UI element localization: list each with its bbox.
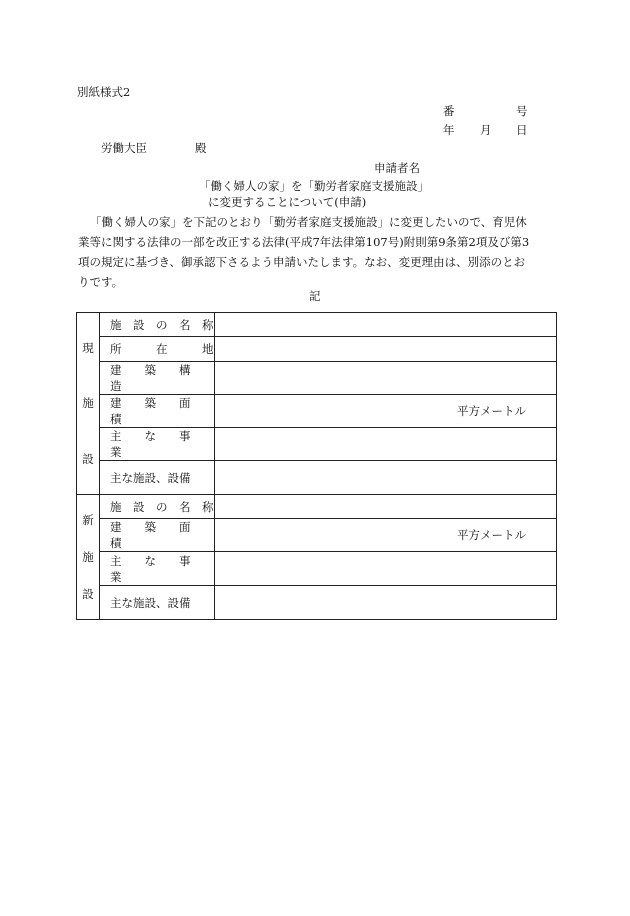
group-char: 設: [82, 587, 94, 602]
date-month: 月: [480, 123, 492, 137]
group-char: 現: [82, 341, 94, 356]
group-char: 新: [82, 512, 94, 527]
row-label: 所 在 地: [100, 337, 215, 362]
body-line-2: 業等に関する法律の一部を改正する法律(平成7年法律第107号)附則第9条第2項及び第3: [78, 235, 530, 249]
facility-table: [76, 312, 557, 620]
row-label: 建 築 構 造: [100, 362, 215, 395]
current-structure-value[interactable]: [215, 362, 557, 395]
number-label: 番: [443, 104, 455, 118]
new-name-value[interactable]: [215, 495, 557, 519]
table-row: [77, 395, 557, 428]
current-name-value[interactable]: [215, 313, 557, 337]
table-row: [77, 519, 557, 552]
addressee-name: 労働大臣: [101, 141, 147, 155]
table-row: [77, 362, 557, 395]
title-line-1: 「働く婦人の家」を「勤労者家庭支援施設」: [199, 179, 429, 193]
table-row: [77, 586, 557, 620]
current-area-value[interactable]: [215, 395, 557, 428]
row-label: 主 な 事 業: [100, 552, 215, 586]
area-unit: 平方メートル: [457, 528, 526, 542]
title-line-2: に変更することについて(申請): [208, 195, 367, 209]
current-location-value[interactable]: [215, 337, 557, 362]
row-label: 建 築 面 積: [100, 395, 215, 428]
date-day: 日: [516, 123, 528, 137]
body-line-1: 「働く婦人の家」を下記のとおり「勤労者家庭支援施設」に変更したいので、育児休: [90, 215, 527, 229]
table-row: [77, 337, 557, 362]
new-facilities-value[interactable]: [215, 586, 557, 620]
table-row: [77, 552, 557, 586]
current-business-value[interactable]: [215, 428, 557, 461]
form-number: 別紙様式2: [77, 85, 131, 99]
row-label: 施 設 の 名 称: [100, 495, 215, 519]
table-row: [77, 313, 557, 337]
applicant-label: 申請者名: [374, 161, 420, 175]
current-facilities-value[interactable]: [215, 461, 557, 495]
group-char: 施: [82, 396, 94, 411]
new-facility-group: [77, 495, 100, 620]
row-label: 建 築 面 積: [100, 519, 215, 552]
body-paragraph: [78, 212, 562, 292]
area-unit: 平方メートル: [457, 404, 526, 418]
table-row: [77, 428, 557, 461]
body-line-3: 項の規定に基づき、御承認下さるよう申請いたします。なお、変更理由は、別添のとお: [78, 255, 526, 269]
row-label: 施 設 の 名 称: [100, 313, 215, 337]
body-line-4: りです。: [78, 275, 124, 289]
row-label: 主 な 事 業: [100, 428, 215, 461]
table-row: [77, 461, 557, 495]
new-business-value[interactable]: [215, 552, 557, 586]
date-year: 年: [443, 123, 455, 137]
group-char: 設: [82, 451, 94, 466]
new-area-value[interactable]: [215, 519, 557, 552]
table-row: [77, 495, 557, 519]
current-facility-group: [77, 313, 100, 495]
addressee-honorific: 殿: [195, 141, 207, 155]
row-label: 主な施設、設備: [100, 461, 215, 495]
number-suffix: 号: [516, 104, 528, 118]
ki-heading: 記: [309, 289, 321, 303]
row-label: 主な施設、設備: [100, 586, 215, 620]
group-char: 施: [82, 549, 94, 564]
